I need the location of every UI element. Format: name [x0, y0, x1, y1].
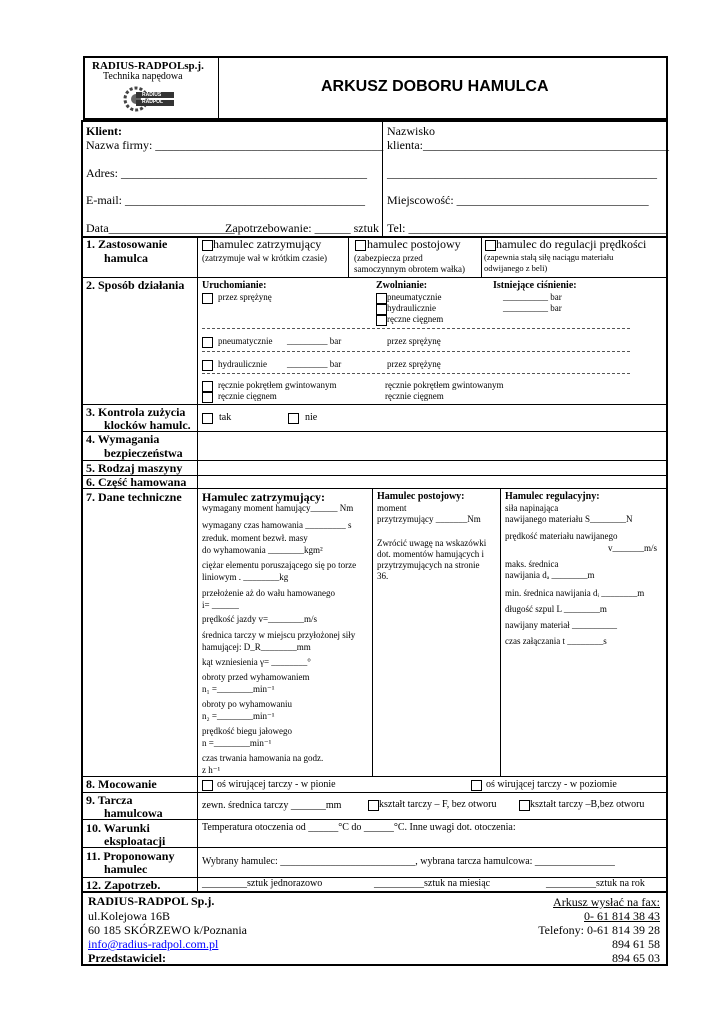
firm-field[interactable]: Nazwa firmy: ______________________________________: [86, 138, 384, 152]
fax-number: 0- 61 814 38 43: [584, 909, 660, 923]
release-heading: Zwolnianie:: [376, 280, 428, 291]
opt-stopping-brake: hamulec zatrzymujący: [213, 237, 322, 251]
row5-label: 5. Rodzaj maszyny: [86, 461, 183, 475]
blank-field[interactable]: _____________________________________________: [387, 166, 657, 180]
row11-label-2: hamulec: [104, 862, 148, 876]
vertical-mount: oś wirującej tarczy - w pionie: [217, 779, 336, 790]
opt-stopping-note: (zatrzymuje wał w krótkim czasie): [202, 253, 327, 263]
c1-line: prędkość jazdy v=________m/s: [202, 614, 318, 624]
company-subtitle: Technika napędowa: [103, 71, 183, 82]
row9-label-2: hamulcowa: [104, 806, 163, 820]
page-title: ARKUSZ DOBORU HAMULCA: [321, 78, 549, 95]
pressure-bar-2[interactable]: __________ bar: [503, 303, 562, 313]
row1-label: 1. Zastosowanie: [86, 237, 168, 251]
c3-line: nawijanego materiału S________N: [505, 514, 633, 524]
horizontal-mount: oś wirującej tarczy - w poziomie: [486, 779, 617, 790]
c2-line: przytrzymujących na stronie: [377, 560, 480, 570]
pneumatic-checkbox[interactable]: [202, 337, 213, 348]
opt-parking-brake: hamulec postojowy: [367, 237, 461, 251]
c3-line: siła napinająca: [505, 503, 559, 513]
qty-month[interactable]: __________sztuk na miesiąc: [374, 878, 491, 889]
row12-label: 12. Zapotrzeb.: [86, 878, 161, 892]
c1-line: liniowym . ________kg: [202, 572, 289, 582]
screw-opt: ręcznie pokrętłem gwintowanym: [218, 380, 337, 390]
actuation-spring: przez sprężynę: [218, 292, 272, 302]
c1-line: wymagany moment hamujący______ Nm: [202, 503, 354, 513]
pneumatic-opt: pneumatycznie: [218, 336, 273, 346]
opt-speed-note: (zapewnia stałą siłę naciągu materiału: [484, 252, 614, 262]
row4-label: 4. Wymagania: [86, 432, 160, 446]
pressure-bar-1[interactable]: __________ bar: [503, 292, 562, 302]
c3-line: długość szpul L ________m: [505, 604, 607, 614]
parking-brake-heading: Hamulec postojowy:: [377, 491, 465, 502]
company-logo: [122, 84, 176, 114]
speed-brake-checkbox[interactable]: [485, 240, 496, 251]
row4-label-2: bezpieczeństwa: [104, 446, 183, 460]
opt-parking-note: (zabezpiecza przed: [354, 253, 423, 263]
disc-diameter[interactable]: zewn. średnica tarczy _______mm: [202, 800, 342, 811]
vertical-mount-checkbox[interactable]: [202, 780, 213, 791]
logo-text: RADIUS RADPOL: [142, 92, 164, 105]
row10-label-2: eksploatacji: [104, 834, 166, 848]
release-hydraulic: hydraulicznie: [387, 303, 436, 313]
phone-3: 894 65 03: [612, 951, 660, 965]
c1-line: n₁ =________min⁻¹: [202, 684, 275, 694]
proposed-brake-field[interactable]: Wybrany hamulec: ___________________________, wybrana tarcza hamulcowa: ________________: [202, 856, 615, 867]
date-field[interactable]: Data_____________________: [86, 221, 235, 235]
pneumatic-spring: przez sprężynę: [387, 336, 441, 346]
footer-email[interactable]: [88, 937, 218, 951]
c1-line: obroty przed wyhamowaniem: [202, 672, 310, 682]
c1-line: do wyhamowania ________kgm²: [202, 545, 323, 555]
wear-yes: tak: [219, 412, 232, 423]
disc-b-checkbox[interactable]: [519, 800, 530, 811]
stopping-brake-checkbox[interactable]: [202, 240, 213, 251]
company-name: RADIUS-RADPOLsp.j.: [92, 60, 204, 72]
c3-line: nawijany materiał __________: [505, 620, 617, 630]
c1-line: ciężar elementu poruszającego się po torze: [202, 560, 357, 570]
c1-line: średnica tarczy w miejscu przyłożonej siły: [202, 630, 356, 640]
actuation-heading: Uruchomianie:: [202, 280, 267, 291]
screw-checkbox[interactable]: [202, 381, 213, 392]
hydraulic-spring: przez sprężynę: [387, 359, 441, 369]
c1-line: wymagany czas hamowania _________ s: [202, 520, 352, 530]
c1-line: n₂ =________min⁻¹: [202, 711, 275, 721]
qty-once[interactable]: _________sztuk jednorazowo: [202, 878, 323, 889]
c1-line: hamującej: D_R________mm: [202, 642, 311, 652]
c2-line: przytrzymujący _______Nm: [377, 514, 481, 524]
c1-line: n =________min⁻¹: [202, 738, 272, 748]
row9-label: 9. Tarcza: [86, 793, 133, 807]
surname-label: Nazwisko: [387, 124, 435, 138]
c2-line: 36.: [377, 571, 389, 581]
row1-label-2: hamulca: [104, 251, 149, 265]
row10-label: 10. Warunki: [86, 821, 150, 835]
c1-line: i= ______: [202, 600, 239, 610]
footer-city: 60 185 SKÓRZEWO k/Poznania: [88, 923, 247, 937]
c3-line: czas załączania t ________s: [505, 636, 607, 646]
qty-year[interactable]: __________sztuk na rok: [546, 878, 645, 889]
row11-label: 11. Proponowany: [86, 849, 175, 863]
email-field[interactable]: E-mail: ________________________________________: [86, 193, 365, 207]
release-cable-checkbox[interactable]: [376, 315, 387, 326]
release-pneumatic: pneumatycznie: [387, 292, 442, 302]
release-hydraulic-checkbox[interactable]: [376, 304, 387, 315]
screw-opt-right: ręcznie pokrętłem gwintowanym: [385, 380, 504, 390]
conditions-field[interactable]: Temperatura otoczenia od ______°C do ______°C. Inne uwagi dot. otoczenia:: [202, 822, 516, 833]
surname-field[interactable]: klienta:_________________________________________: [387, 138, 669, 152]
stopping-brake-heading: Hamulec zatrzymujący:: [202, 490, 325, 504]
email-link[interactable]: info@radius-radpol.com.pl: [88, 937, 219, 951]
disc-b: kształt tarczy –B,bez otworu: [530, 799, 645, 810]
phones: Telefony: 0-61 814 39 28: [538, 923, 660, 937]
fax-label: Arkusz wysłać na fax:: [553, 895, 660, 909]
horizontal-mount-checkbox[interactable]: [471, 780, 482, 791]
c2-line: dot. momentów hamujących i: [377, 549, 484, 559]
opt-parking-note-2: samoczynnym obrotem wałka): [354, 264, 465, 274]
cable-checkbox[interactable]: [202, 392, 213, 403]
opt-speed-brake: hamulec do regulacji prędkości: [496, 237, 647, 251]
actuation-spring-checkbox[interactable]: [202, 293, 213, 304]
cable-opt: ręcznie cięgnem: [218, 391, 277, 401]
row6-label: 6. Część hamowana: [86, 475, 187, 489]
c3-line: v_______m/s: [608, 543, 658, 553]
row3-label-2: klocków hamulc.: [104, 418, 191, 432]
wear-yes-checkbox[interactable]: [202, 413, 213, 424]
c1-line: zreduk. moment bezwł. masy: [202, 533, 308, 543]
c1-line: prędkość biegu jałowego: [202, 726, 292, 736]
pneumatic-bar[interactable]: _________ bar: [287, 336, 342, 346]
row7-label: 7. Dane techniczne: [86, 490, 182, 504]
hydraulic-opt: hydraulicznie: [218, 359, 267, 369]
row8-label: 8. Mocowanie: [86, 777, 157, 791]
c3-line: prędkość materiału nawijanego: [505, 531, 618, 541]
c2-line: Zwrócić uwagę na wskazówki: [377, 538, 487, 548]
c1-line: obroty po wyhamowaniu: [202, 699, 292, 709]
disc-f: kształt tarczy – F, bez otworu: [379, 799, 497, 810]
tel-field[interactable]: Tel: ___________________________________________: [387, 221, 667, 235]
pressure-heading: Istniejące ciśnienie:: [493, 280, 577, 291]
c2-line: moment: [377, 503, 407, 513]
release-cable: ręczne cięgnem: [387, 314, 444, 324]
wear-no-checkbox[interactable]: [288, 413, 299, 424]
hydraulic-checkbox[interactable]: [202, 360, 213, 371]
release-pneumatic-checkbox[interactable]: [376, 293, 387, 304]
footer-reps: Przedstawiciel:: [88, 951, 166, 965]
wear-no: nie: [305, 412, 318, 423]
row2-label: 2. Sposób działania: [86, 278, 185, 292]
footer-company: RADIUS-RADPOL Sp.j.: [88, 894, 215, 908]
c1-line: z h⁻¹: [202, 765, 221, 775]
client-label: Klient:: [86, 124, 122, 138]
demand-field[interactable]: Zapotrzebowanie: ______ sztuk: [225, 221, 379, 235]
phone-2: 894 61 58: [612, 937, 660, 951]
disc-f-checkbox[interactable]: [368, 800, 379, 811]
c3-line: nawijania dₐ ________m: [505, 570, 595, 580]
opt-speed-note-2: odwijanego z beli): [484, 263, 548, 273]
c1-line: kąt wzniesienia γ= ________°: [202, 657, 311, 667]
city-field[interactable]: Miejscowość: ________________________________: [387, 193, 649, 207]
parking-brake-checkbox[interactable]: [355, 240, 366, 251]
hydraulic-bar[interactable]: _________ bar: [287, 359, 342, 369]
cable-opt-right: ręcznie cięgnem: [385, 391, 444, 401]
c1-line: przełożenie aż do wału hamowanego: [202, 588, 335, 598]
c1-line: czas trwania hamowania na godz.: [202, 753, 324, 763]
row3-label: 3. Kontrola zużycia: [86, 405, 186, 419]
c3-line: min. średnica nawijania dᵢ ________m: [505, 588, 645, 598]
c3-line: maks. średnica: [505, 559, 559, 569]
address-field[interactable]: Adres: _________________________________________: [86, 166, 367, 180]
footer-street: ul.Kolejowa 16B: [88, 909, 170, 923]
regulating-brake-heading: Hamulec regulacyjny:: [505, 491, 600, 502]
